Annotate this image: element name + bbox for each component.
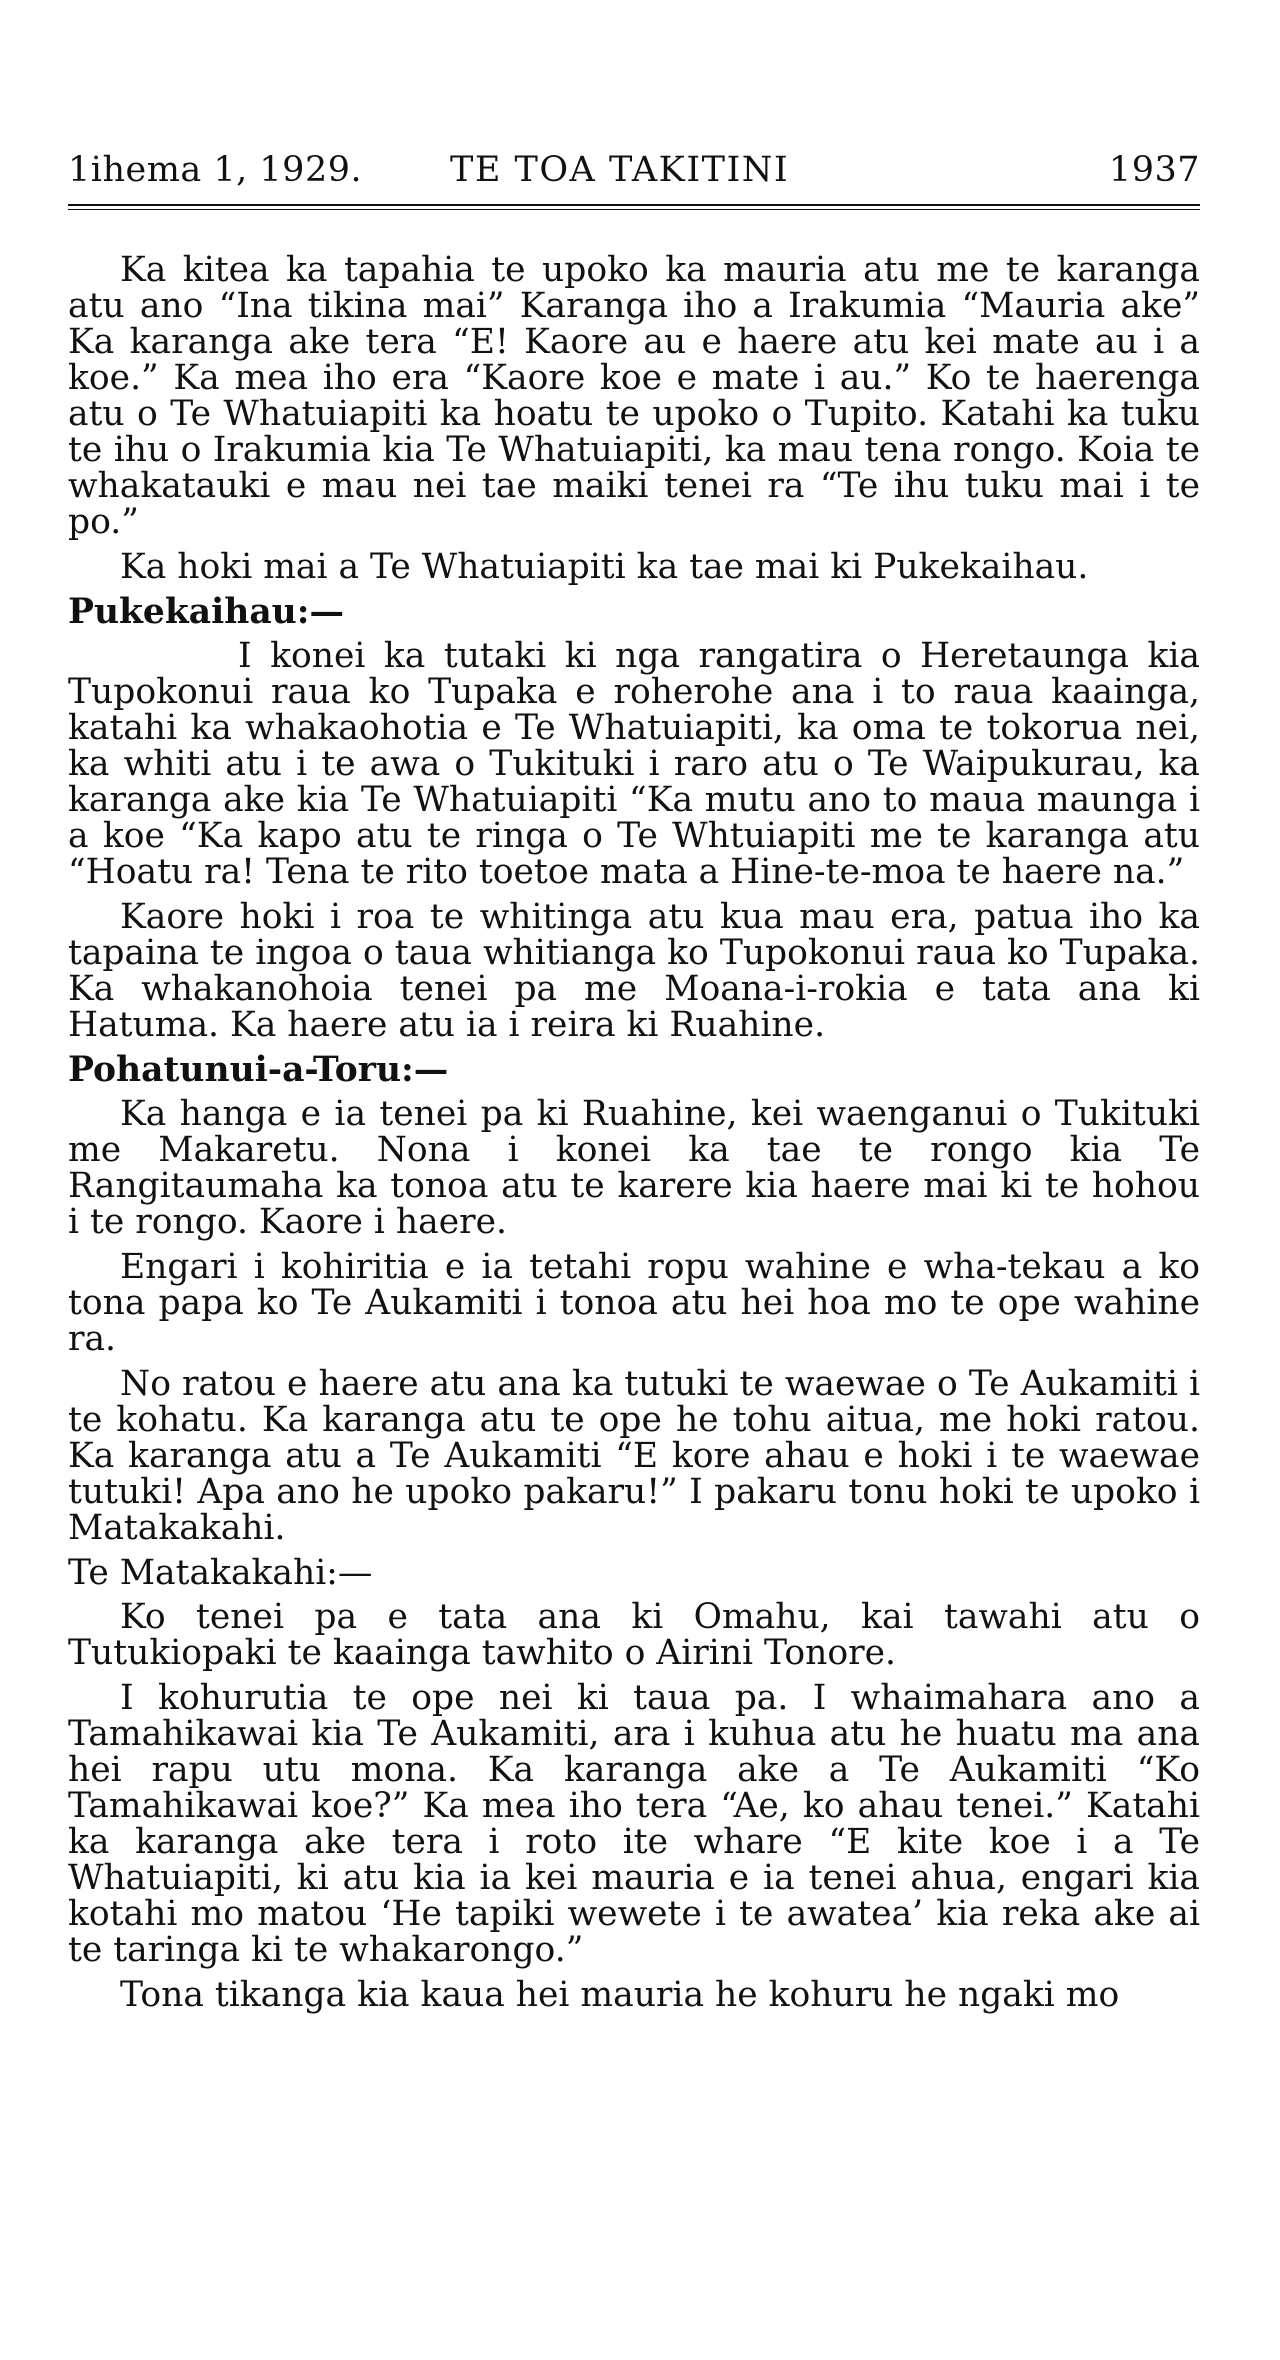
paragraph: Ka hoki mai a Te Whatuiapiti ka tae mai ki Pukekaihau.: [120, 547, 1089, 587]
paragraph: Ka hanga e ia tenei pa ki Ruahine, kei waenganui o Tukituki me Makaretu. Nona i konei ka tae te rongo kia Te Rangitaumaha ka tonoa atu te karere kia haere mai ki te hohou i te rongo. Kaore i haere.: [68, 1094, 1200, 1242]
header-title: TE TOA TAKITINI: [450, 150, 790, 190]
paragraph: I konei ka tutaki ki nga rangatira o Heretaunga kia Tupokonui raua ko Tupaka e roherohe ana i to raua kaainga, katahi ka whakaohotia e Te Whatuiapiti, ka oma te tokorua nei, ka whiti atu i te awa o Tukituki i raro atu o Te Waipukurau, ka karanga ake kia Te Whatuiapiti “Ka mutu ano to maua maunga i a koe “Ka kapo atu te ringa o Te Whtuiapiti me te karanga atu “Hoatu ra! Tena te rito toetoe mata a Hine-te-moa te haere na.”: [68, 636, 1200, 892]
document-page: [68, 150, 1200, 2022]
running-header: [68, 150, 1200, 202]
header-date: 1ihema 1, 1929.: [68, 150, 363, 190]
section-heading: Pohatunui-a-Toru:—: [68, 1050, 449, 1090]
paragraph: Kaore hoki i roa te whitinga atu kua mau era, patua iho ka tapaina te ingoa o taua whitianga ko Tupokonui raua ko Tupaka. Ka whakanohoia tenei pa me Moana-i-rokia e tata ana ki Hatuma. Ka haere atu ia i reira ki Ruahine.: [68, 897, 1200, 1045]
section-heading: Te Matakakahi:—: [68, 1553, 373, 1593]
header-rule: [68, 204, 1200, 210]
paragraph: Ka kitea ka tapahia te upoko ka mauria atu me te karanga atu ano “Ina tikina mai” Karanga iho a Irakumia “Mauria ake” Ka karanga ake tera “E! Kaore au e haere atu kei mate au i a koe.” Ka mea iho era “Kaore koe e mate i au.” Ko te haerenga atu o Te Whatuiapiti ka hoatu te upoko o Tupito. Katahi ka tuku te ihu o Irakumia kia Te Whatuiapiti, ka mau tena rongo. Koia te whakatauki e mau nei tae maiki tenei ra “Te ihu tuku mai i te po.”: [68, 250, 1200, 542]
paragraph: Ko tenei pa e tata ana ki Omahu, kai tawahi atu o Tutukiopaki te kaainga tawhito o Airini Tonore.: [68, 1597, 1200, 1673]
article-body: [68, 252, 1200, 2013]
page-number: 1937: [1108, 150, 1200, 190]
paragraph: Engari i kohiritia e ia tetahi ropu wahine e wha-tekau a ko tona papa ko Te Aukamiti i tonoa atu hei hoa mo te ope wahine ra.: [68, 1247, 1200, 1359]
paragraph: I kohurutia te ope nei ki taua pa. I whaimahara ano a Tamahikawai kia Te Aukamiti, ara i kuhua atu he huatu ma ana hei rapu utu mona. Ka karanga ake a Te Aukamiti “Ko Tamahikawai koe?” Ka mea iho tera “Ae, ko ahau tenei.” Katahi ka karanga ake tera i roto ite whare “E kite koe i a Te Whatuiapiti, ki atu kia ia kei mauria e ia tenei ahua, engari kia kotahi mo matou ‘He tapiki wewete i te awatea’ kia reka ake ai te taringa ki te whakarongo.”: [68, 1678, 1200, 1970]
paragraph: Tona tikanga kia kaua hei mauria he kohuru he ngaki mo: [120, 1975, 1120, 2015]
paragraph: No ratou e haere atu ana ka tutuki te waewae o Te Aukamiti i te kohatu. Ka karanga atu te ope he tohu aitua, me hoki ratou. Ka karanga atu a Te Aukamiti “E kore ahau e hoki i te waewae tutuki! Apa ano he upoko pakaru!” I pakaru tonu hoki te upoko i Matakakahi.: [68, 1364, 1200, 1548]
section-heading: Pukekaihau:—: [68, 592, 344, 632]
